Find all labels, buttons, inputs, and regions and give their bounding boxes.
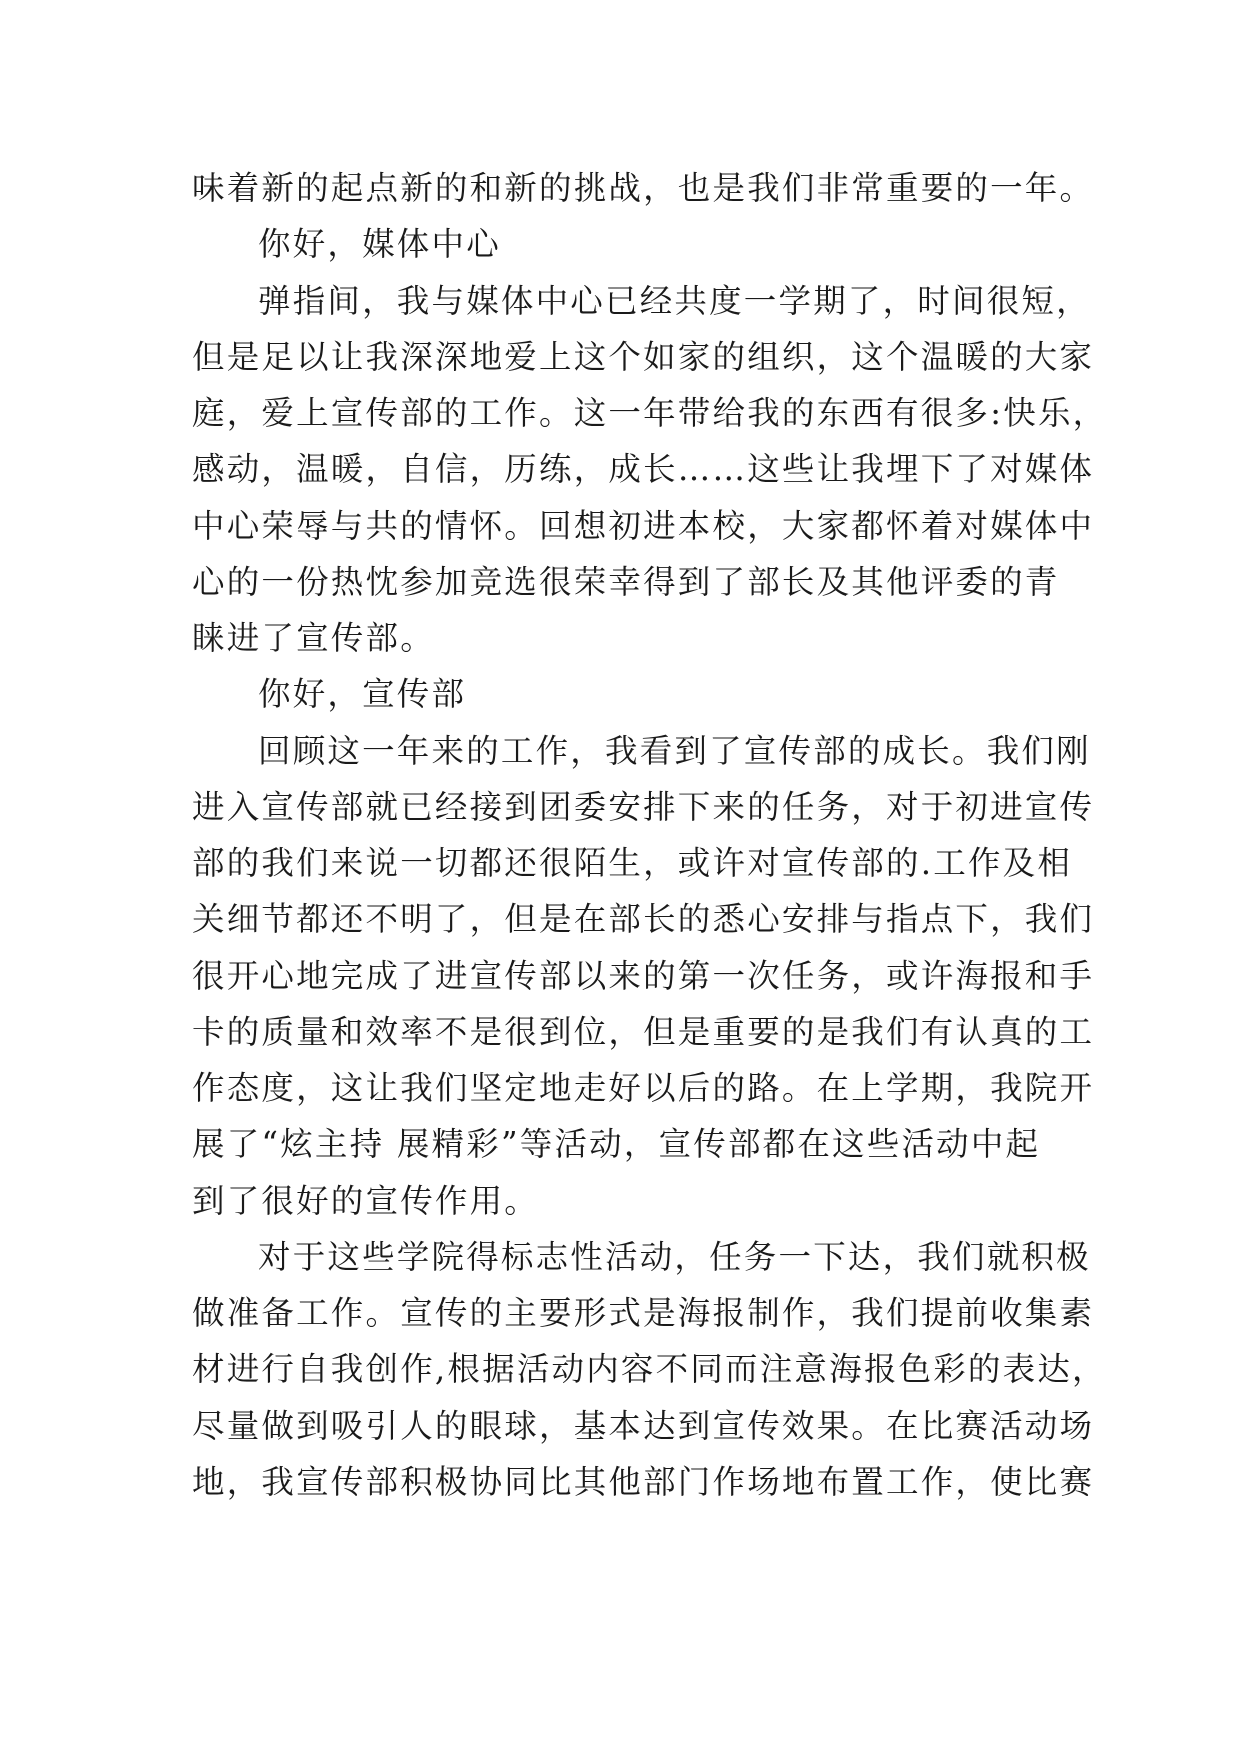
section-heading: 你好，宣传部 xyxy=(258,675,467,714)
text-line: 味着新的起点新的和新的挑战，也是我们非常重要的一年。 xyxy=(192,169,1095,207)
text-line: 但是足以让我深深地爱上这个如家的组织，这个温暖的大家 xyxy=(192,337,1095,376)
text-line: 关细节都还不明了，但是在部长的悉心安排与指点下，我们 xyxy=(192,900,1095,939)
text-line: 睐进了宣传部。 xyxy=(192,619,435,657)
section-heading: 你好，媒体中心 xyxy=(258,225,501,264)
text-line: 进入宣传部就已经接到团委安排下来的任务，对于初进宣传 xyxy=(192,787,1095,826)
text-line: 尽量做到吸引人的眼球，基本达到宣传效果。在比赛活动场 xyxy=(192,1406,1095,1445)
text-line: 中心荣辱与共的情怀。回想初进本校，大家都怀着对媒体中 xyxy=(192,506,1095,545)
text-line: 展了“炫主持 展精彩”等活动，宣传部都在这些活动中起 xyxy=(192,1125,1041,1164)
text-line: 部的我们来说一切都还很陌生，或许对宣传部的.工作及相 xyxy=(192,844,1073,882)
text-line: 心的一份热忱参加竞选很荣幸得到了部长及其他评委的青 xyxy=(192,562,1060,601)
text-line: 卡的质量和效率不是很到位，但是重要的是我们有认真的工 xyxy=(192,1012,1095,1051)
text-line: 对于这些学院得标志性活动，任务一下达，我们就积极 xyxy=(258,1237,1091,1276)
text-line: 感动，温暖，自信，历练，成长……这些让我埋下了对媒体 xyxy=(192,450,1095,489)
text-line: 回顾这一年来的工作，我看到了宣传部的成长。我们刚 xyxy=(258,731,1091,770)
text-line: 弹指间，我与媒体中心已经共度一学期了，时间很短， xyxy=(258,281,1091,320)
text-line: 地，我宣传部积极协同比其他部门作场地布置工作，使比赛 xyxy=(192,1462,1095,1501)
text-line: 材进行自我创作,根据活动内容不同而注意海报色彩的表达， xyxy=(192,1350,1107,1389)
text-line: 庭，爱上宣传部的工作。这一年带给我的东西有很多:快乐， xyxy=(192,394,1108,432)
text-line: 作态度，这让我们坚定地走好以后的路。在上学期，我院开 xyxy=(192,1069,1095,1107)
text-line: 到了很好的宣传作用。 xyxy=(192,1181,540,1220)
text-line: 很开心地完成了进宣传部以来的第一次任务，或许海报和手 xyxy=(192,956,1095,995)
document-body xyxy=(192,160,1108,1510)
text-line: 做准备工作。宣传的主要形式是海报制作，我们提前收集素 xyxy=(192,1294,1095,1332)
